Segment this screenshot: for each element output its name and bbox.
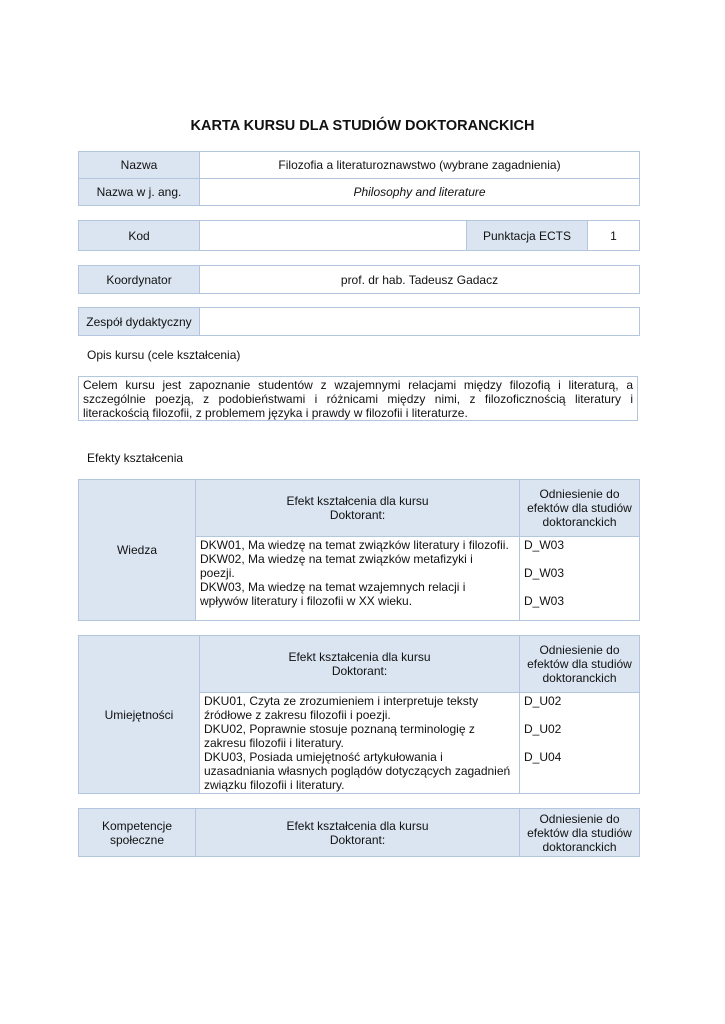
umiejetnosci-line: źródłowe z zakresu filozofii i poezji. bbox=[204, 708, 391, 722]
koordynator-label: Koordynator bbox=[79, 266, 200, 294]
umiejetnosci-refs bbox=[520, 693, 640, 794]
wiedza-line: DKW02, Ma wiedzę na temat związków metafizyki i bbox=[200, 552, 473, 566]
header-ref-line2: efektów dla studiów bbox=[527, 825, 632, 840]
header-effect-line1: Efekt kształcenia dla kursu bbox=[288, 650, 431, 664]
kompetencje-table bbox=[78, 808, 640, 857]
page-title: KARTA KURSU DLA STUDIÓW DOKTORANCKICH bbox=[190, 118, 535, 134]
header-effect-line2: Doktorant: bbox=[329, 832, 386, 847]
kompetencje-header-effect bbox=[196, 809, 520, 857]
header-effect-line1: Efekt kształcenia dla kursu bbox=[286, 494, 429, 508]
header-effect-line1: Efekt kształcenia dla kursu bbox=[286, 818, 429, 833]
zespol-value bbox=[200, 308, 640, 336]
nazwa-ang-label: Nazwa w j. ang. bbox=[79, 179, 200, 206]
name-table bbox=[78, 151, 640, 206]
ects-label: Punktacja ECTS bbox=[467, 221, 588, 251]
header-ref-line3: doktoranckich bbox=[542, 671, 617, 685]
umiejetnosci-line: zakresu filozofii i literatury. bbox=[204, 736, 344, 750]
wiedza-header-effect bbox=[196, 480, 520, 537]
wiedza-line: wpływów literatury i filozofii w XX wieku. bbox=[200, 594, 413, 608]
header-effect-line2: Doktorant: bbox=[331, 664, 388, 678]
wiedza-line: DKW03, Ma wiedzę na temat wzajemnych relacji i bbox=[200, 580, 466, 594]
wiedza-ref: D_W03 bbox=[524, 538, 565, 552]
umiejetnosci-ref: D_U02 bbox=[524, 722, 562, 736]
kompetencje-header-ref bbox=[520, 809, 640, 857]
header-ref-line3: doktoranckich bbox=[542, 515, 617, 529]
wiedza-ref: D_W03 bbox=[524, 566, 565, 580]
header-effect-line2: Doktorant: bbox=[329, 508, 386, 522]
wiedza-header-ref bbox=[520, 480, 640, 537]
nazwa-value: Filozofia a literaturoznawstwo (wybrane zagadnienia) bbox=[200, 152, 640, 179]
umiejetnosci-label: Umiejętności bbox=[79, 636, 200, 794]
umiejetnosci-effects bbox=[200, 693, 520, 794]
header-ref-line1: Odniesienie do bbox=[539, 811, 620, 826]
umiejetnosci-header-effect bbox=[200, 636, 520, 693]
code-table bbox=[78, 220, 640, 251]
koordynator-value: prof. dr hab. Tadeusz Gadacz bbox=[200, 266, 640, 294]
umiejetnosci-line: związku filozofii i literatury. bbox=[204, 778, 345, 792]
wiedza-refs bbox=[520, 537, 640, 621]
coordinator-table bbox=[78, 265, 640, 294]
header-ref-line2: efektów dla studiów bbox=[527, 501, 632, 515]
umiejetnosci-ref: D_U02 bbox=[524, 694, 562, 708]
opis-heading: Opis kursu (cele kształcenia) bbox=[87, 348, 241, 362]
ects-value: 1 bbox=[588, 221, 640, 251]
umiejetnosci-ref: D_U04 bbox=[524, 750, 562, 764]
wiedza-effects bbox=[196, 537, 520, 621]
wiedza-table bbox=[78, 479, 640, 621]
header-ref-line2: efektów dla studiów bbox=[527, 657, 632, 671]
header-ref-line1: Odniesienie do bbox=[539, 487, 620, 501]
kod-label: Kod bbox=[79, 221, 200, 251]
opis-text: Celem kursu jest zapoznanie studentów z wzajemnymi relacjami między filozofią i literaturą, a szczególnie poezją, z podobieństwami i różnicami między nimi, z filozoficznością literatury i literackością filozofii, z problemem języka i prawdy w filozofii i literaturze. bbox=[78, 376, 638, 421]
efekty-heading: Efekty kształcenia bbox=[87, 451, 184, 465]
header-ref-line3: doktoranckich bbox=[542, 839, 617, 854]
kod-value bbox=[200, 221, 467, 251]
umiejetnosci-line: uzasadniania własnych poglądów dotyczących zagadnień bbox=[204, 764, 511, 778]
nazwa-label: Nazwa bbox=[79, 152, 200, 179]
wiedza-line: poezji. bbox=[200, 566, 235, 580]
nazwa-ang-value: Philosophy and literature bbox=[200, 179, 640, 206]
zespol-label: Zespół dydaktyczny bbox=[79, 308, 200, 336]
umiejetnosci-line: DKU03, Posiada umiejętność artykułowania i bbox=[204, 750, 443, 764]
team-table bbox=[78, 307, 640, 336]
wiedza-label: Wiedza bbox=[79, 480, 196, 621]
umiejetnosci-header-ref bbox=[520, 636, 640, 693]
kompetencje-label bbox=[79, 809, 196, 857]
kompetencje-label-line1: Kompetencje bbox=[101, 818, 173, 833]
umiejetnosci-table bbox=[78, 635, 640, 794]
header-ref-line1: Odniesienie do bbox=[539, 643, 620, 657]
kompetencje-label-line2: społeczne bbox=[109, 832, 165, 847]
wiedza-ref: D_W03 bbox=[524, 594, 565, 608]
umiejetnosci-line: DKU02, Poprawnie stosuje poznaną terminologię z bbox=[204, 722, 475, 736]
wiedza-line: DKW01, Ma wiedzę na temat związków literatury i filozofii. bbox=[200, 538, 509, 552]
umiejetnosci-line: DKU01, Czyta ze zrozumieniem i interpretuje teksty bbox=[204, 694, 479, 708]
